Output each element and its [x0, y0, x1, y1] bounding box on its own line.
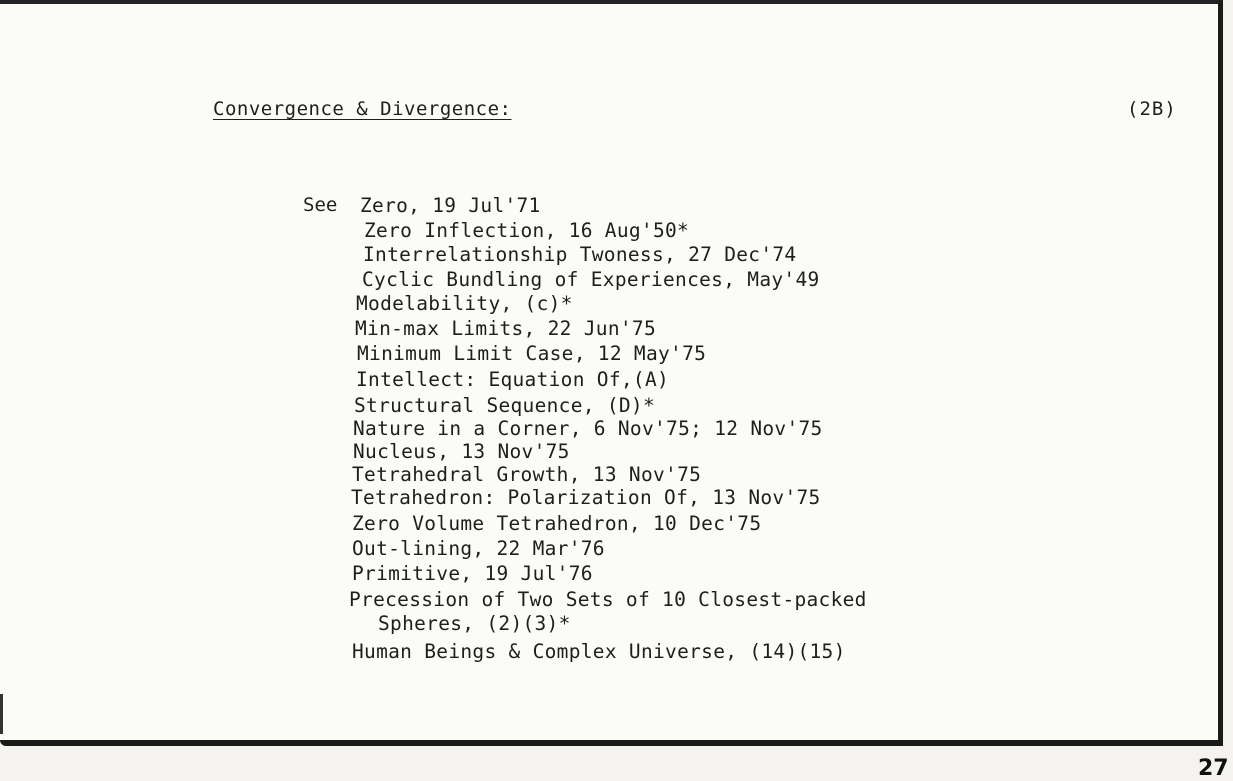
see-label: See	[303, 194, 338, 216]
entry-15: Out-lining, 22 Mar'76	[352, 537, 605, 560]
entry-6: Min-max Limits, 22 Jun'75	[355, 317, 656, 340]
card-heading	[213, 98, 511, 120]
entry-8: Intellect: Equation Of,(A)	[356, 368, 670, 391]
entry-16: Primitive, 19 Jul'76	[352, 562, 593, 585]
card-edge-mark	[0, 694, 3, 734]
card-heading-text: Convergence & Divergence:	[213, 98, 512, 120]
entry-17: Precession of Two Sets of 10 Closest-packed	[349, 588, 867, 611]
entry-12: Tetrahedral Growth, 13 Nov'75	[352, 463, 702, 486]
entry-5: Modelability, (c)*	[356, 292, 573, 315]
entry-1: Zero, 19 Jul'71	[360, 194, 541, 217]
page-number: 27	[1198, 756, 1229, 781]
entry-2: Zero Inflection, 16 Aug'50*	[364, 219, 690, 242]
entry-10: Nature in a Corner, 6 Nov'75; 12 Nov'75	[353, 417, 823, 440]
card-code: (2B)	[1127, 98, 1177, 120]
entry-18: Human Beings & Complex Universe, (14)(15)	[352, 640, 846, 663]
entry-7: Minimum Limit Case, 12 May'75	[357, 342, 707, 365]
entry-17-continuation: Spheres, (2)(3)*	[378, 612, 571, 635]
entry-9: Structural Sequence, (D)*	[354, 394, 655, 417]
entry-13: Tetrahedron: Polarization Of, 13 Nov'75	[351, 486, 821, 509]
entry-11: Nucleus, 13 Nov'75	[353, 440, 570, 463]
entry-14: Zero Volume Tetrahedron, 10 Dec'75	[352, 512, 762, 535]
entry-4: Cyclic Bundling of Experiences, May'49	[362, 268, 820, 291]
entry-3: Interrelationship Twoness, 27 Dec'74	[363, 243, 797, 266]
